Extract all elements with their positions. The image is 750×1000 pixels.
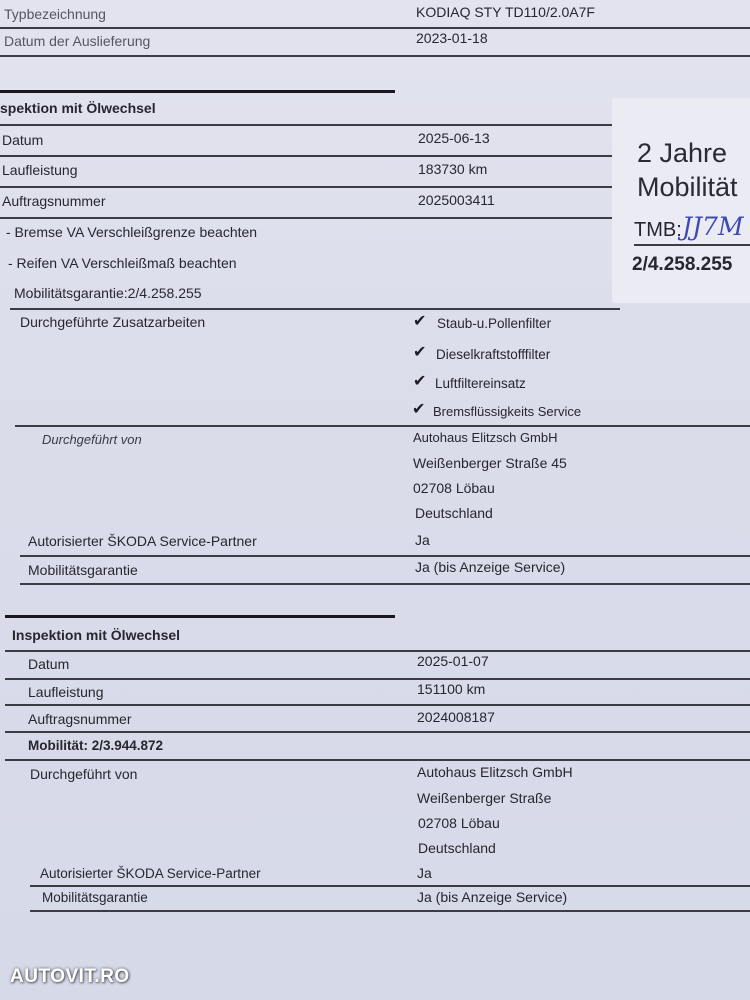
inspection1-datum-value: 2025-06-13 bbox=[418, 130, 490, 146]
row-divider bbox=[30, 885, 750, 887]
checkmark-icon: ✔ bbox=[413, 344, 427, 361]
address-line: Weißenberger Straße bbox=[417, 790, 552, 806]
inspection2-laufleistung-value: 151100 km bbox=[417, 681, 486, 697]
row-divider bbox=[0, 155, 620, 157]
inspection2-auftrag-value: 2024008187 bbox=[417, 709, 495, 725]
inspection1-laufleistung-label: Laufleistung bbox=[2, 162, 78, 178]
inspection1-note: - Reifen VA Verschleißmaß beachten bbox=[8, 255, 237, 271]
inspection2-partner-value: Ja bbox=[417, 865, 432, 881]
inspection1-partner-label: Autorisierter ŠKODA Service-Partner bbox=[28, 533, 257, 549]
row-divider bbox=[5, 650, 750, 652]
zusatz-item: Bremsflüssigkeits Service bbox=[433, 404, 582, 419]
typ-label: Typbezeichnung bbox=[4, 6, 106, 22]
checkmark-icon: ✔ bbox=[413, 373, 427, 390]
watermark-logo: AUTOVIT.RO bbox=[10, 966, 130, 987]
address-line: Weißenberger Straße 45 bbox=[413, 455, 567, 471]
address-line: Deutschland bbox=[418, 840, 496, 856]
inspection1-heading: spektion mit Ölwechsel bbox=[0, 100, 156, 116]
section-divider bbox=[5, 615, 395, 618]
section-divider bbox=[0, 90, 395, 93]
sticker-line: Mobilität bbox=[637, 172, 738, 202]
address-line: Deutschland bbox=[415, 505, 493, 521]
sticker-divider bbox=[634, 244, 750, 246]
tmb-label: TMB: bbox=[634, 219, 682, 241]
row-divider bbox=[5, 678, 750, 680]
zusatz-item: Dieselkraftstofffilter bbox=[436, 347, 551, 362]
row-divider bbox=[15, 425, 750, 427]
inspection1-datum-label: Datum bbox=[2, 132, 44, 148]
zusatz-item: Staub-u.Pollenfilter bbox=[437, 316, 552, 331]
inspection2-datum-value: 2025-01-07 bbox=[417, 653, 489, 669]
row-divider bbox=[0, 124, 620, 126]
inspection2-auftrag-label: Auftragsnummer bbox=[28, 711, 132, 727]
inspection1-auftrag-value: 2025003411 bbox=[418, 192, 495, 208]
inspection2-mobilitaet-note: Mobilität: 2/3.944.872 bbox=[28, 738, 164, 753]
row-divider bbox=[0, 27, 750, 29]
inspection2-laufleistung-label: Laufleistung bbox=[28, 684, 104, 700]
mobility-sticker bbox=[612, 98, 750, 303]
row-divider bbox=[10, 308, 620, 310]
inspection1-partner-value: Ja bbox=[415, 532, 430, 548]
inspection2-mobil-label: Mobilitätsgarantie bbox=[42, 890, 148, 905]
row-divider bbox=[0, 217, 620, 219]
row-divider bbox=[0, 55, 750, 57]
row-divider bbox=[5, 731, 750, 733]
auslieferung-label: Datum der Auslieferung bbox=[4, 33, 151, 49]
inspection1-mobil-label: Mobilitätsgarantie bbox=[28, 562, 138, 578]
row-divider bbox=[5, 759, 750, 761]
zusatz-item: Luftfiltereinsatz bbox=[435, 376, 526, 391]
tmb-handwriting: JJ7M bbox=[682, 212, 744, 241]
sticker-number: 2/4.258.255 bbox=[632, 254, 733, 275]
auslieferung-value: 2023-01-18 bbox=[416, 30, 488, 46]
inspection1-note: Mobilitätsgarantie:2/4.258.255 bbox=[14, 285, 202, 301]
inspection2-mobil-value: Ja (bis Anzeige Service) bbox=[417, 889, 568, 905]
address-line: 02708 Löbau bbox=[413, 480, 495, 496]
inspection2-partner-label: Autorisierter ŠKODA Service-Partner bbox=[40, 866, 261, 881]
inspection2-durch-label: Durchgeführt von bbox=[30, 766, 138, 782]
checkmark-icon: ✔ bbox=[413, 313, 427, 330]
inspection1-durch-label: Durchgeführt von bbox=[42, 432, 142, 447]
inspection1-mobil-value: Ja (bis Anzeige Service) bbox=[415, 559, 566, 575]
checkmark-icon: ✔ bbox=[412, 401, 426, 418]
inspection2-heading: Inspektion mit Ölwechsel bbox=[12, 627, 181, 643]
row-divider bbox=[30, 910, 750, 912]
row-divider bbox=[20, 583, 750, 585]
inspection1-note: - Bremse VA Verschleißgrenze beachten bbox=[6, 224, 258, 240]
inspection2-datum-label: Datum bbox=[28, 656, 70, 672]
sticker-line: 2 Jahre bbox=[637, 138, 728, 168]
inspection1-auftrag-label: Auftragsnummer bbox=[2, 193, 106, 209]
zusatz-label: Durchgeführte Zusatzarbeiten bbox=[20, 314, 206, 330]
row-divider bbox=[20, 555, 750, 557]
inspection1-laufleistung-value: 183730 km bbox=[418, 161, 488, 177]
address-line: Autohaus Elitzsch GmbH bbox=[413, 430, 558, 445]
address-line: Autohaus Elitzsch GmbH bbox=[417, 764, 573, 780]
typ-value: KODIAQ STY TD110/2.0A7F bbox=[416, 4, 595, 20]
row-divider bbox=[5, 704, 750, 706]
row-divider bbox=[0, 186, 620, 188]
address-line: 02708 Löbau bbox=[418, 815, 500, 831]
